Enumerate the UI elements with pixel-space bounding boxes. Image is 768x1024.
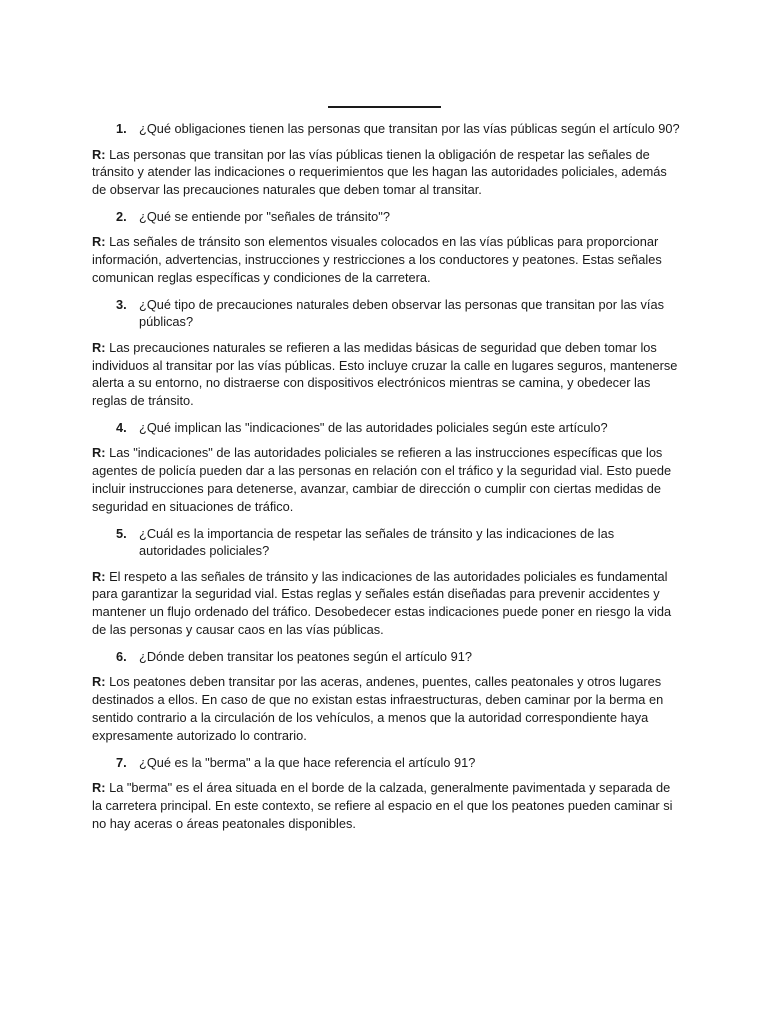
question-text: ¿Qué es la "berma" a la que hace referencia el artículo 91?	[139, 754, 476, 770]
answer-paragraph	[92, 568, 682, 639]
answer-label: R:	[92, 146, 106, 162]
question-number: 1.	[116, 121, 127, 136]
answer-paragraph	[92, 233, 682, 286]
answer-label: R:	[92, 445, 106, 461]
question-item	[92, 296, 682, 331]
question-text: ¿Qué obligaciones tienen las personas que transitan por las vías públicas según el artículo 90?	[139, 121, 680, 136]
answer-paragraph	[92, 673, 682, 744]
answer-label: R:	[92, 674, 106, 690]
question-number: 3.	[116, 296, 127, 312]
answer-label: R:	[92, 234, 106, 250]
question-text: ¿Qué se entiende por "señales de tránsito"?	[139, 208, 390, 224]
question-number: 2.	[116, 208, 127, 224]
question-number: 5.	[116, 525, 127, 541]
question-text: ¿Dónde deben transitar los peatones según el artículo 91?	[139, 648, 472, 664]
answer-text: El respeto a las señales de tránsito y las indicaciones de las autoridades policiales es fundamental para garantizar la seguridad vial. Estas reglas y señales están diseñadas para prevenir accidentes y mantener un flujo ordenado del tráfico. Desobedecer estas indicaciones puede poner en riesgo la vida de las personas y causar caos en las vías públicas.	[92, 568, 672, 638]
question-item	[92, 648, 682, 666]
answer-paragraph	[92, 339, 682, 410]
answer-text: Las personas que transitan por las vías públicas tienen la obligación de respetar las señales de tránsito y atender las indicaciones o requerimientos que les hagan las autoridades policiales, además de observar las precauciones naturales que deben tomar al transitar.	[92, 146, 667, 198]
question-number: 4.	[116, 419, 127, 435]
answer-text: Las señales de tránsito son elementos visuales colocados en las vías públicas para proporcionar información, advertencias, instrucciones y restricciones a los conductores y peatones. Estas señales comunican reglas específicas y condiciones de la carretera.	[92, 234, 662, 285]
question-number: 6.	[116, 648, 127, 664]
question-text: ¿Qué implican las "indicaciones" de las autoridades policiales según este artículo?	[139, 419, 608, 435]
question-number: 7.	[116, 754, 127, 770]
answer-label: R:	[92, 780, 106, 796]
answer-text: Las precauciones naturales se refieren a las medidas básicas de seguridad que deben tomar los individuos al transitar por las vías públicas. Esto incluye cruzar la calle en lugares seguros, mantenerse alerta a su entorno, no distraerse con dispositivos electrónicos mientras se camina, y obedecer las reglas de tránsito.	[92, 339, 678, 409]
answer-label: R:	[92, 339, 106, 355]
question-item	[92, 525, 682, 560]
answer-text: Las "indicaciones" de las autoridades policiales se refieren a las instrucciones específicas que los agentes de policía pueden dar a las personas en relación con el tráfico y la seguridad vial. Esto puede incluir instrucciones para detenerse, avanzar, cambiar de dirección o cumplir con ciertas medidas de seguridad en situaciones de tráfico.	[92, 445, 672, 514]
header-rule	[328, 106, 441, 108]
question-text: ¿Qué tipo de precauciones naturales deben observar las personas que transitan por las vías públicas?	[139, 296, 664, 330]
answer-text: Los peatones deben transitar por las aceras, andenes, puentes, calles peatonales y otros lugares destinados a ellos. En caso de que no existan estas infraestructuras, deben caminar por la berma en sentido contrario a la circulación de los vehículos, a menos que la autoridad correspondiente haya expresamente autorizado lo contrario.	[92, 674, 664, 743]
qa-list	[92, 120, 682, 841]
question-item	[92, 754, 682, 772]
question-item	[92, 419, 682, 437]
question-text: ¿Cuál es la importancia de respetar las señales de tránsito y las indicaciones de las autoridades policiales?	[139, 525, 615, 559]
answer-paragraph	[92, 146, 682, 199]
answer-label: R:	[92, 568, 106, 584]
answer-paragraph	[92, 444, 682, 515]
question-item	[92, 208, 682, 226]
answer-text: La "berma" es el área situada en el borde de la calzada, generalmente pavimentada y separada de la carretera principal. En este contexto, se refiere al espacio en el que los peatones pueden caminar si no hay aceras o áreas peatonales disponibles.	[92, 780, 673, 831]
answer-paragraph	[92, 779, 682, 832]
question-item	[92, 120, 682, 138]
